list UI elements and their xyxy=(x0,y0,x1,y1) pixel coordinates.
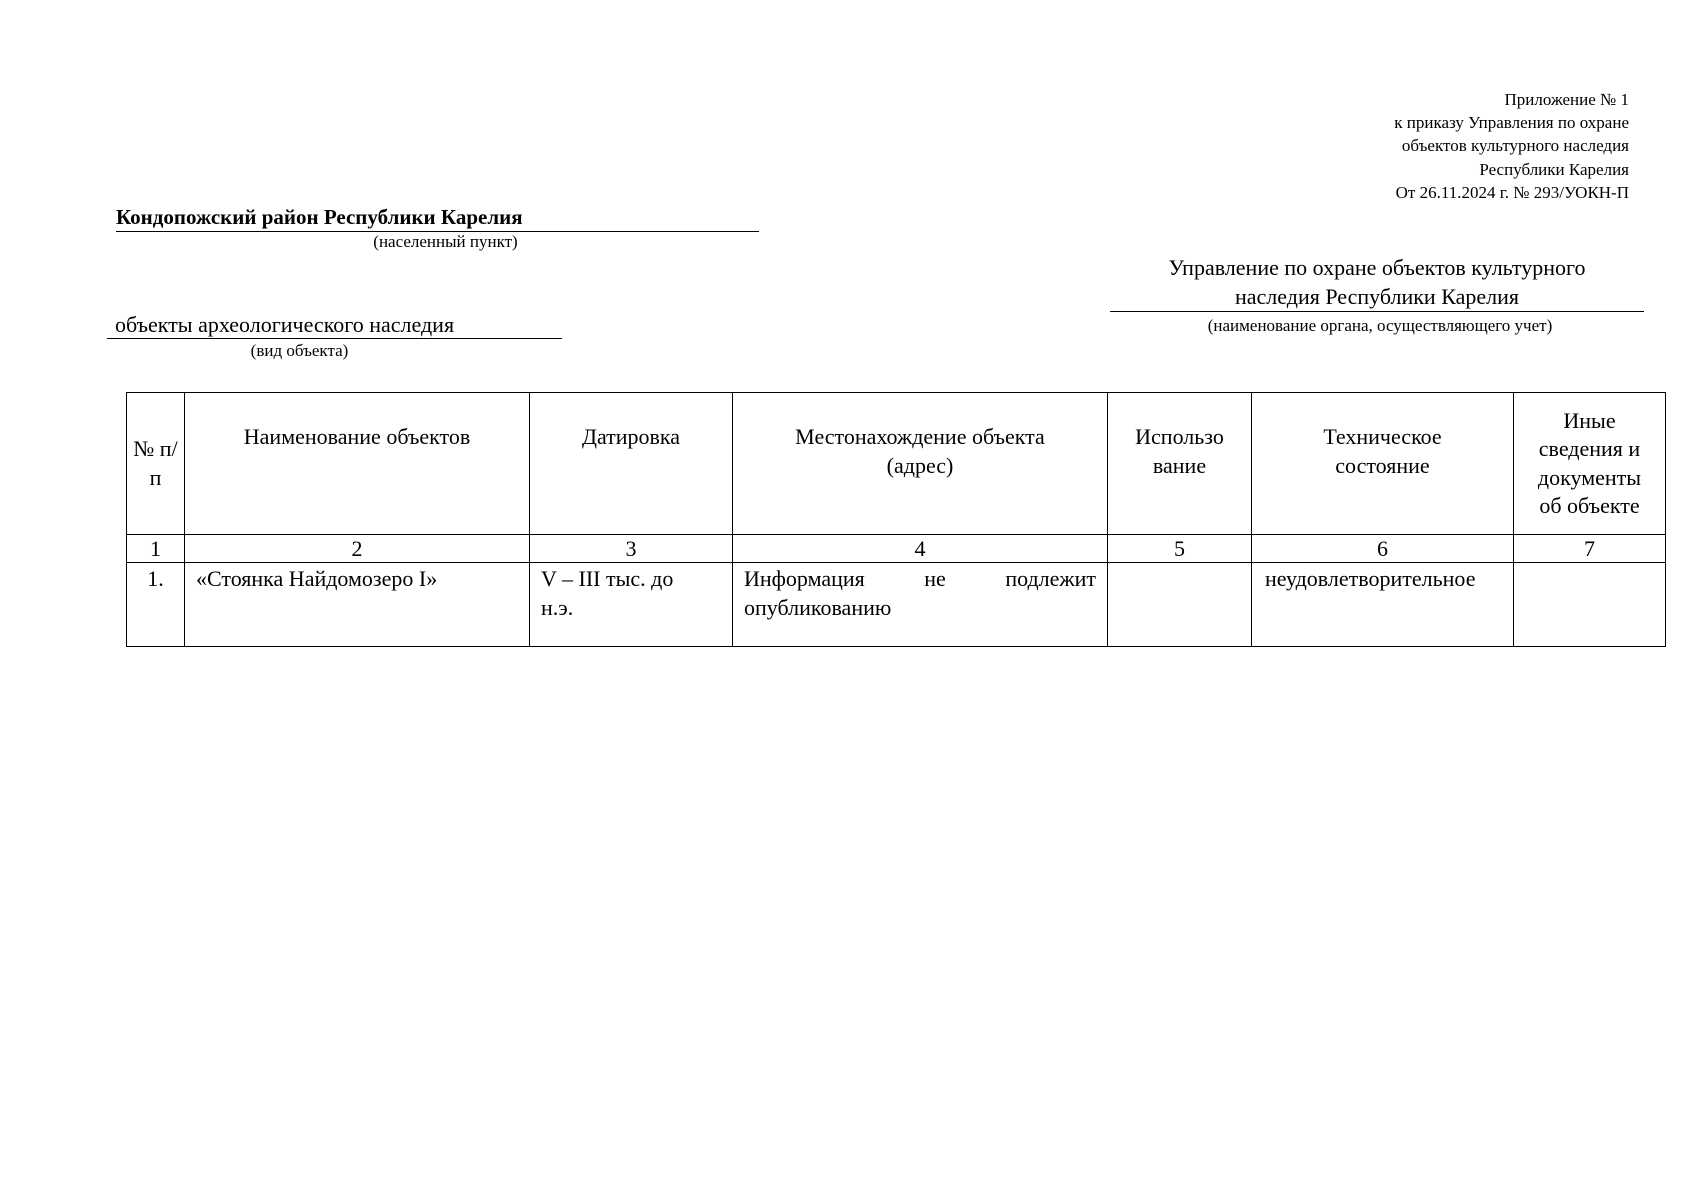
table-number-row xyxy=(127,535,1666,563)
table-header-row xyxy=(127,393,1666,535)
object-type-caption: (вид объекта) xyxy=(250,341,349,360)
column-number: 1 xyxy=(127,535,185,563)
header-cell-usage: Использо вание xyxy=(1108,393,1252,535)
authority-value-line: Управление по охране объектов культурного xyxy=(1168,255,1586,280)
header-cell-other: Иные сведения и документы об объекте xyxy=(1514,393,1666,535)
cell-usage xyxy=(1108,563,1252,647)
cell-location-line1 xyxy=(744,565,1096,594)
annex-line: к приказу Управления по охране xyxy=(1394,113,1629,133)
column-number: 3 xyxy=(530,535,733,563)
column-number: 6 xyxy=(1252,535,1514,563)
header-cell-name: Наименование объектов xyxy=(185,393,530,535)
authority-value xyxy=(1110,254,1644,312)
cell-name: «Стоянка Найдомозеро I» xyxy=(185,563,530,647)
annex-block xyxy=(1394,88,1629,204)
header-cell-condition: Техническое состояние xyxy=(1252,393,1514,535)
cell-other xyxy=(1514,563,1666,647)
cell-dating: V – III тыс. до н.э. xyxy=(530,563,733,647)
cell-location-line2: опубликованию xyxy=(744,594,892,620)
column-number: 2 xyxy=(185,535,530,563)
settlement-caption: (населенный пункт) xyxy=(373,232,518,251)
registry-table xyxy=(126,392,1666,647)
annex-line: Приложение № 1 xyxy=(1504,90,1629,109)
header-cell-num: № п/п xyxy=(127,393,185,535)
column-number: 5 xyxy=(1108,535,1252,563)
header-cell-dating: Датировка xyxy=(530,393,733,535)
object-type-block xyxy=(107,312,562,361)
column-number: 4 xyxy=(733,535,1108,563)
authority-value-line: наследия Республики Карелия xyxy=(1235,283,1519,309)
column-number: 7 xyxy=(1514,535,1666,563)
cell-num: 1. xyxy=(127,563,185,647)
location-word: не xyxy=(924,566,946,591)
authority-caption: (наименование органа, осуществляющего учет) xyxy=(1207,316,1553,335)
settlement-block xyxy=(116,204,759,252)
annex-line: объектов культурного наследия xyxy=(1401,136,1629,156)
location-word: подлежит xyxy=(1005,566,1096,591)
authority-block xyxy=(1110,254,1644,336)
header-cell-location: Местонахождение объекта (адрес) xyxy=(733,393,1108,535)
settlement-value: Кондопожский район Республики Карелия xyxy=(116,204,759,232)
location-word: Информация xyxy=(744,566,865,591)
cell-location xyxy=(733,563,1108,647)
table-row xyxy=(127,563,1666,647)
annex-line: Республики Карелия xyxy=(1479,159,1629,179)
annex-line: От 26.11.2024 г. № 293/УОКН-П xyxy=(1395,182,1629,202)
cell-condition: неудовлетворительное xyxy=(1252,563,1514,647)
object-type-value: объекты археологического наследия xyxy=(107,312,562,339)
